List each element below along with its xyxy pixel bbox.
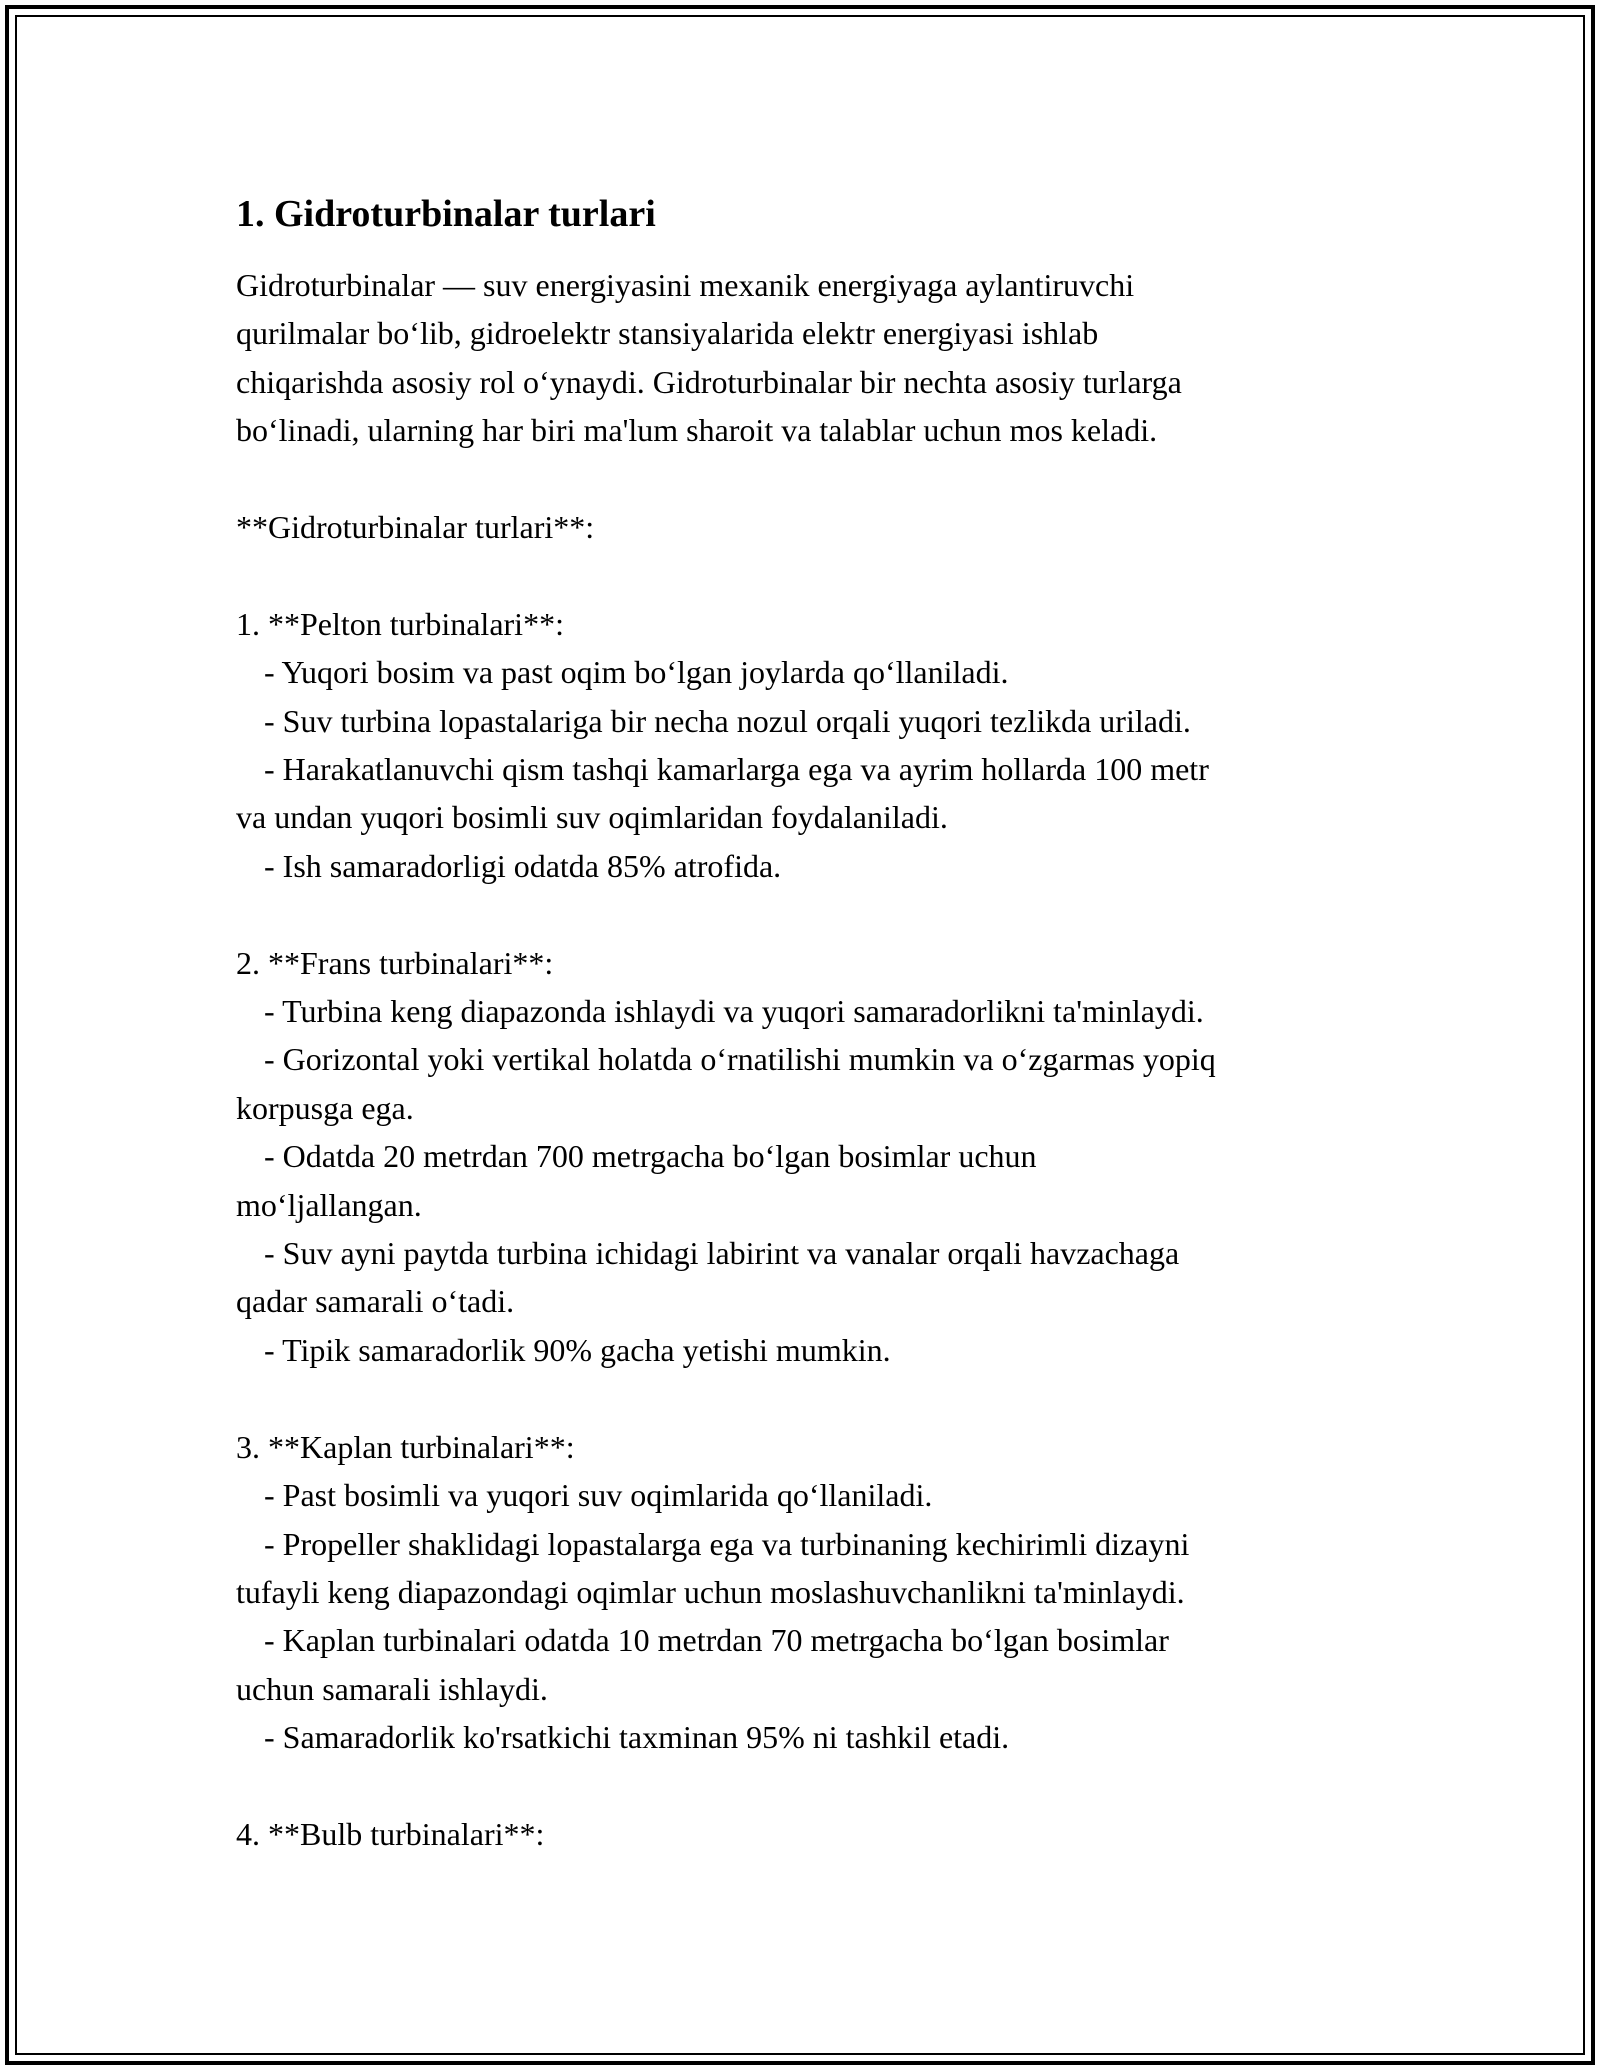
section-heading: **Gidroturbinalar turlari**: [236,509,595,546]
spacer [236,890,1366,938]
spacer [236,455,1366,503]
list-item-continuation: qadar samarali o‘tadi. [236,1283,515,1320]
frans-section [236,939,1366,1375]
list-item: - Turbina keng diapazonda ishlaydi va yuqori samaradorlikni ta'minlaydi. [264,993,1204,1030]
list-item: - Suv ayni paytda turbina ichidagi labirint va vanalar orqali havzachaga [264,1235,1180,1272]
list-item-continuation: tufayli keng diapazondagi oqimlar uchun moslashuvchanlikni ta'minlaydi. [236,1573,1185,1610]
list-item-continuation: uchun samarali ishlaydi. [236,1670,548,1707]
list-item: - Odatda 20 metrdan 700 metrgacha bo‘lgan bosimlar uchun [264,1138,1037,1175]
list-item: - Propeller shaklidagi lopastalarga ega va turbinaning kechirimli dizayni [264,1525,1190,1562]
list-item-continuation: mo‘ljallangan. [236,1186,422,1223]
document-body [236,187,1366,1858]
intro-line: Gidroturbinalar — suv energiyasini mexanik energiyaga aylantiruvchi [236,267,1135,303]
intro-line: chiqarishda asosiy rol o‘ynaydi. Gidroturbinalar bir nechta asosiy turlarga [236,363,1182,400]
kaplan-section [236,1423,1366,1762]
list-item-continuation: korpusga ega. [236,1089,414,1126]
bulb-section [236,1810,1366,1858]
document-title: 1. Gidroturbinalar turlari [236,193,656,235]
kaplan-heading: 3. **Kaplan turbinalari**: [236,1428,575,1465]
intro-line: bo‘linadi, ularning har biri ma'lum sharoit va talablar uchun mos keladi. [236,412,1158,449]
list-item: - Tipik samaradorlik 90% gacha yetishi mumkin. [264,1331,891,1368]
spacer [236,1374,1366,1422]
spacer [236,551,1366,599]
list-item: - Suv turbina lopastalariga bir necha nozul orqali yuqori tezlikda uriladi. [264,702,1191,739]
list-item: - Yuqori bosim va past oqim bo‘lgan joylarda qo‘llaniladi. [264,654,1009,691]
list-item: - Harakatlanuvchi qism tashqi kamarlarga ega va ayrim hollarda 100 metr [264,751,1209,788]
spacer [236,1762,1366,1810]
frans-heading: 2. **Frans turbinalari**: [236,944,554,981]
pelton-section [236,600,1366,890]
bulb-heading: 4. **Bulb turbinalari**: [236,1815,545,1852]
list-item: - Past bosimli va yuqori suv oqimlarida qo‘llaniladi. [264,1477,933,1514]
intro-line: qurilmalar bo‘lib, gidroelektr stansiyalarida elektr energiyasi ishlab [236,315,1099,352]
list-item: - Ish samaradorligi odatda 85% atrofida. [264,847,782,884]
intro-paragraph [236,261,1366,455]
list-item-continuation: va undan yuqori bosimli suv oqimlaridan foydalaniladi. [236,799,948,836]
list-item: - Kaplan turbinalari odatda 10 metrdan 70 metrgacha bo‘lgan bosimlar [264,1622,1169,1659]
pelton-heading: 1. **Pelton turbinalari**: [236,605,564,642]
list-item: - Gorizontal yoki vertikal holatda o‘rnatilishi mumkin va o‘zgarmas yopiq [264,1041,1216,1078]
list-item: - Samaradorlik ko'rsatkichi taxminan 95% ni tashkil etadi. [264,1719,1010,1756]
